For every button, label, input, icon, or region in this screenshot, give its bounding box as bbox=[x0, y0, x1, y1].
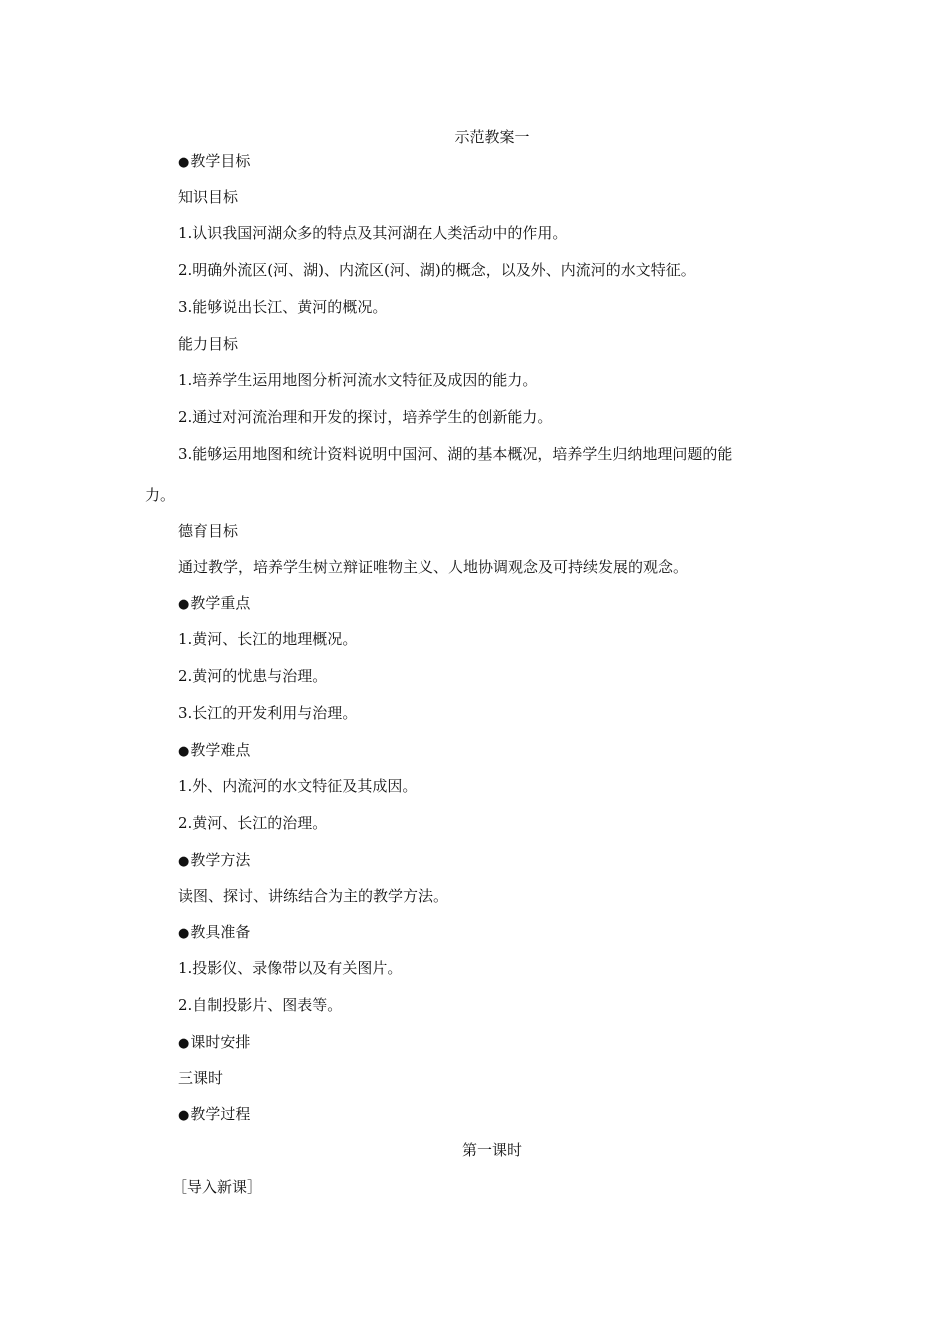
lesson-heading: 第一课时 bbox=[461, 1141, 522, 1159]
paragraph: 1.外、内流河的水文特征及其成因。 bbox=[178, 777, 418, 795]
paragraph: 1.黄河、长江的地理概况。 bbox=[178, 630, 358, 648]
sub-heading: 能力目标 bbox=[178, 335, 239, 353]
section-heading: ● 教学难点 bbox=[178, 740, 250, 762]
paragraph: 2.自制投影片、图表等。 bbox=[178, 996, 343, 1014]
section-heading: ● 课时安排 bbox=[178, 1032, 250, 1054]
paragraph-continuation: 力。 bbox=[145, 486, 176, 504]
section-heading: ● 教具准备 bbox=[178, 922, 250, 944]
paragraph: 1.培养学生运用地图分析河流水文特征及成因的能力。 bbox=[178, 371, 538, 389]
paragraph: 三课时 bbox=[178, 1069, 224, 1087]
section-heading: ● 教学方法 bbox=[178, 850, 250, 872]
section-heading: ● 教学重点 bbox=[178, 593, 250, 615]
paragraph: 通过教学，培养学生树立辩证唯物主义、人地协调观念及可持续发展的观念。 bbox=[178, 558, 689, 576]
paragraph: ［导入新课］ bbox=[172, 1178, 263, 1196]
paragraph: 2.黄河的忧患与治理。 bbox=[178, 667, 328, 685]
paragraph: 1.投影仪、录像带以及有关图片。 bbox=[178, 959, 403, 977]
paragraph: 1.认识我国河湖众多的特点及其河湖在人类活动中的作用。 bbox=[178, 224, 568, 242]
paragraph: 2.明确外流区(河、湖)、内流区(河、湖)的概念，以及外、内流河的水文特征。 bbox=[178, 261, 696, 279]
paragraph: 2.黄河、长江的治理。 bbox=[178, 814, 328, 832]
section-heading: ● 教学过程 bbox=[178, 1104, 250, 1126]
section-heading: ● 教学目标 bbox=[178, 151, 250, 173]
document-title: 示范教案一 bbox=[454, 128, 530, 146]
sub-heading: 知识目标 bbox=[178, 188, 239, 206]
paragraph: 3.长江的开发利用与治理。 bbox=[178, 704, 358, 722]
paragraph: 3.能够说出长江、黄河的概况。 bbox=[178, 298, 388, 316]
paragraph: 3.能够运用地图和统计资料说明中国河、湖的基本概况，培养学生归纳地理问题的能 bbox=[178, 445, 733, 463]
paragraph: 2.通过对河流治理和开发的探讨，培养学生的创新能力。 bbox=[178, 408, 553, 426]
paragraph: 读图、探讨、讲练结合为主的教学方法。 bbox=[178, 887, 449, 905]
sub-heading: 德育目标 bbox=[178, 522, 239, 540]
